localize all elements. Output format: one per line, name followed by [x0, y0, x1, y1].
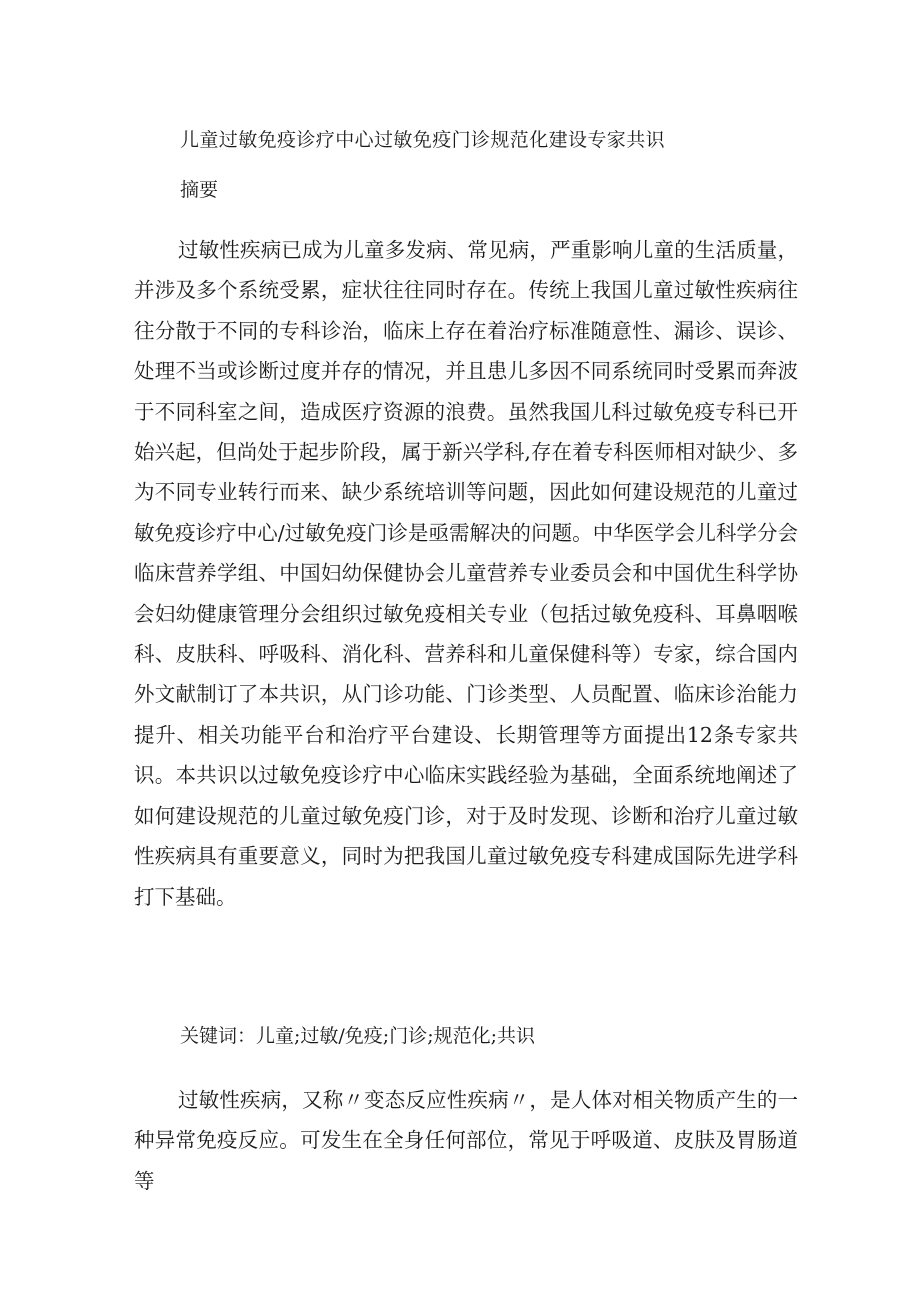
intro-paragraph: 过敏性疾病，又称〃变态反应性疾病〃，是人体对相关物质产生的一种异常免疫反应。可发生在全身任何部位，常见于呼吸道、皮肤及胃肠道等	[134, 1088, 798, 1193]
document-title: 儿童过敏免疫诊疗中心过敏免疫门诊规范化建设专家共识	[180, 129, 666, 151]
keywords-line: 关键词：儿童;过敏/免疫;门诊;规范化;共识	[180, 1025, 536, 1047]
abstract-paragraph: 过敏性疾病已成为儿童多发病、常见病，严重影响儿童的生活质量，并涉及多个系统受累，症状往往同时存在。传统上我国儿童过敏性疾病往往分散于不同的专科诊治，临床上存在着治疗标准随意性、漏诊、误诊、处理不当或诊断过度并存的情况，并且患儿多因不同系统同时受累而奔波于不同科室之间，造成医疗资源的浪费。虽然我国儿科过敏免疫专科已开始兴起，但尚处于起步阶段，属于新兴学科,存在着专科医师相对缺少、多为不同专业转行而来、缺少系统培训等问题，因此如何建设规范的儿童过敏免疫诊疗中心/过敏免疫门诊是亟需解决的问题。中华医学会儿科学分会临床营养学组、中国妇幼保健协会儿童营养专业委员会和中国优生科学协会妇幼健康管理分会组织过敏免疫相关专业（包括过敏免疫科、耳鼻咽喉科、皮肤科、呼吸科、消化科、营养科和儿童保健科等）专家，综合国内外文献制订了本共识，从门诊功能、门诊类型、人员配置、临床诊治能力提升、相关功能平台和治疗平台建设、长期管理等方面提出12条专家共识。本共识以过敏免疫诊疗中心临床实践经验为基础，全面系统地阐述了如何建设规范的儿童过敏免疫门诊，对于及时发现、诊断和治疗儿童过敏性疾病具有重要意义，同时为把我国儿童过敏免疫专科建成国际先进学科打下基础。	[134, 238, 798, 909]
abstract-heading: 摘要	[180, 179, 219, 201]
